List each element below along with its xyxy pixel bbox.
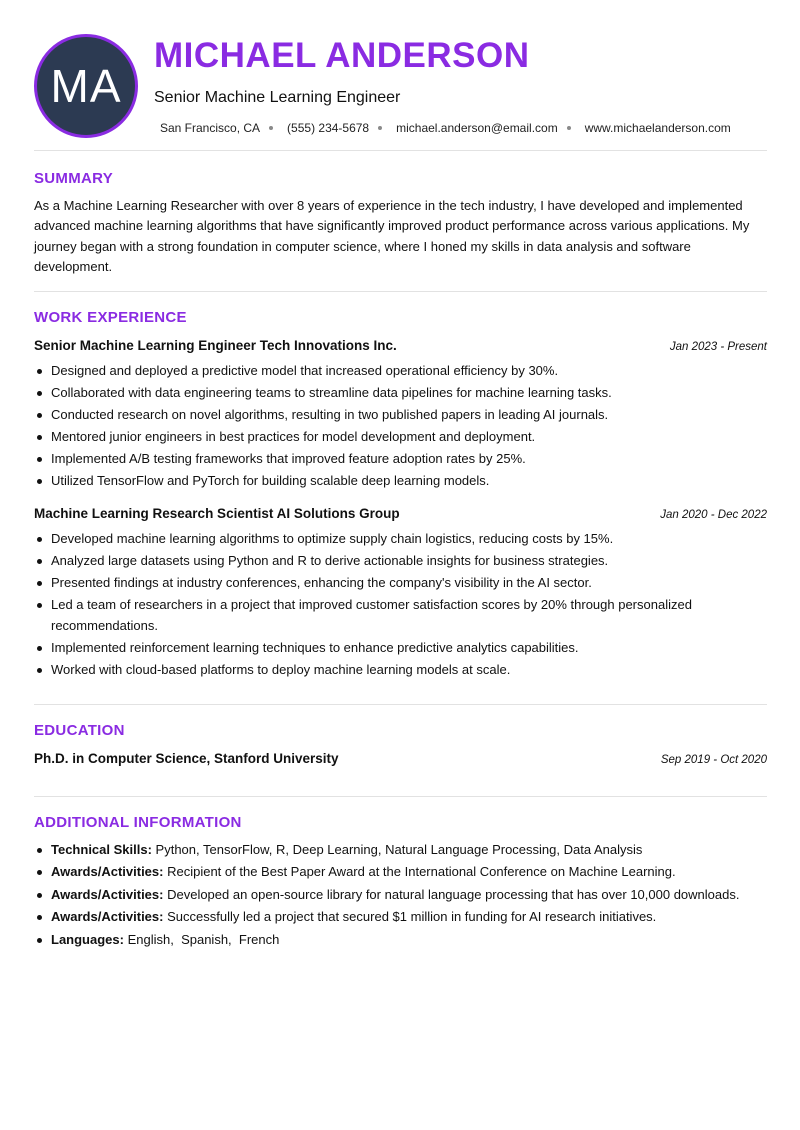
job-header <box>34 338 767 353</box>
job-bullets <box>34 361 767 494</box>
education-date: Sep 2019 - Oct 2020 <box>660 754 767 766</box>
separator-dot <box>378 126 382 130</box>
separator-dot <box>567 126 571 130</box>
summary-text: As a Machine Learning Researcher with over 8 years of experience in the tech industry, I have developed and implemented advanced machine learning algorithms that have significantly improved product performance across various applications. My journey began with a strong foundation in computer science, where I honed my skills in data analysis and software development. <box>34 198 750 274</box>
job-title: Senior Machine Learning Engineer <box>154 89 401 106</box>
job-header <box>34 506 767 521</box>
divider <box>34 150 767 151</box>
list-item: Presented findings at industry conferences, enhancing the company's visibility in the AI sector. <box>34 573 767 594</box>
candidate-name: MICHAEL ANDERSON <box>154 36 530 75</box>
item-value: Recipient of the Best Paper Award at the International Conference on Machine Learning. <box>167 864 676 880</box>
item-value: Developed an open-source library for natural language processing that has over 10,000 downloads. <box>167 886 740 902</box>
contact-phone: (555) 234-5678 <box>287 121 370 135</box>
list-item: Designed and deployed a predictive model that increased operational efficiency by 30%. <box>34 361 767 382</box>
work-experience-heading: WORK EXPERIENCE <box>34 309 187 326</box>
avatar-initials: MA <box>50 60 122 112</box>
additional-info-heading: ADDITIONAL INFORMATION <box>34 814 242 831</box>
job-role: Senior Machine Learning Engineer Tech Innovations Inc. <box>34 338 397 353</box>
list-item: Conducted research on novel algorithms, resulting in two published papers in leading AI journals. <box>34 405 767 426</box>
item-label: Languages: <box>51 931 124 947</box>
list-item: Mentored junior engineers in best practices for model development and deployment. <box>34 427 767 448</box>
item-label: Awards/Activities: <box>51 864 164 880</box>
contact-location: San Francisco, CA <box>160 121 261 135</box>
divider <box>34 704 767 705</box>
list-item <box>34 862 767 882</box>
item-value: Python, TensorFlow, R, Deep Learning, Natural Language Processing, Data Analysis <box>155 842 643 857</box>
list-item <box>34 840 767 860</box>
additional-info-list <box>34 840 767 952</box>
list-item: Implemented reinforcement learning techniques to enhance predictive analytics capabilities. <box>34 638 767 659</box>
item-label: Awards/Activities: <box>51 908 164 924</box>
list-item: Collaborated with data engineering teams to streamline data pipelines for machine learning tasks. <box>34 383 767 404</box>
item-label: Awards/Activities: <box>51 886 164 902</box>
contact-line <box>160 121 731 135</box>
divider <box>34 796 767 797</box>
list-item: Worked with cloud-based platforms to deploy machine learning models at scale. <box>34 660 767 681</box>
summary-heading: SUMMARY <box>34 170 114 187</box>
list-item: Analyzed large datasets using Python and R to derive actionable insights for business strategies. <box>34 551 767 572</box>
list-item: Implemented A/B testing frameworks that improved feature adoption rates by 25%. <box>34 449 767 470</box>
separator-dot <box>269 126 273 130</box>
job-bullets <box>34 529 767 682</box>
item-value: Successfully led a project that secured $1 million in funding for AI research initiatives. <box>167 908 657 924</box>
item-value: English, Spanish, French <box>127 931 280 947</box>
education-heading: EDUCATION <box>34 722 125 739</box>
education-degree: Ph.D. in Computer Science, Stanford University <box>34 751 339 766</box>
divider <box>34 291 767 292</box>
item-label: Technical Skills: <box>51 842 152 857</box>
contact-website[interactable]: www.michaelanderson.com <box>584 121 731 135</box>
education-entry <box>34 751 767 766</box>
list-item <box>34 885 767 905</box>
list-item <box>34 930 767 950</box>
avatar <box>34 34 138 138</box>
job-role: Machine Learning Research Scientist AI Solutions Group <box>34 506 400 521</box>
contact-email[interactable]: michael.anderson@email.com <box>396 121 558 135</box>
list-item: Developed machine learning algorithms to optimize supply chain logistics, reducing costs by 15%. <box>34 529 767 550</box>
list-item <box>34 907 767 927</box>
list-item: Led a team of researchers in a project that improved customer satisfaction scores by 20% through personalized recommendations. <box>34 595 767 636</box>
list-item: Utilized TensorFlow and PyTorch for building scalable deep learning models. <box>34 471 767 492</box>
job-date: Jan 2020 - Dec 2022 <box>660 509 767 521</box>
job-date: Jan 2023 - Present <box>669 341 767 353</box>
